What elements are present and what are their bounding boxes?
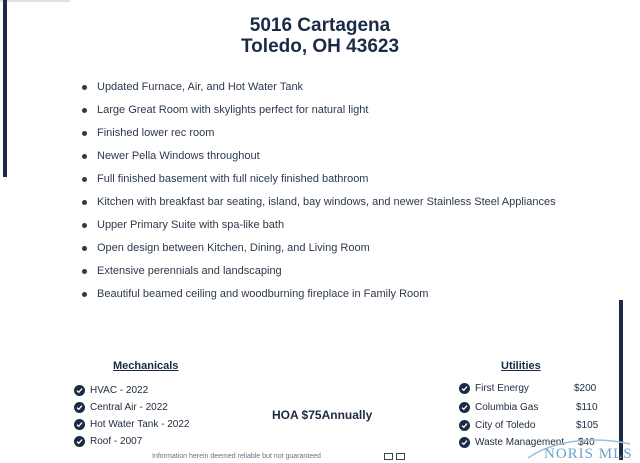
address-street: 5016 Cartagena [249, 15, 391, 36]
utility-amount: $40 [578, 437, 595, 448]
feature-item [80, 103, 556, 126]
feature-item [80, 264, 556, 287]
check-icon [74, 385, 85, 396]
feature-text: Full finished basement with full nicely finished bathroom [97, 173, 369, 185]
feature-text: Large Great Room with skylights perfect for natural light [97, 104, 369, 116]
bullet-icon [82, 200, 87, 205]
feature-text: Upper Primary Suite with spa-like bath [97, 219, 285, 231]
disclaimer-text: Information herein deemed reliable but not guaranteed [152, 453, 321, 460]
utility-item [459, 381, 599, 397]
feature-text: Open design between Kitchen, Dining, and Living Room [97, 242, 370, 254]
feature-text: Extensive perennials and landscaping [97, 265, 282, 277]
check-icon [74, 436, 85, 447]
mechanical-text: HVAC - 2022 [90, 385, 149, 396]
feature-item [80, 195, 556, 218]
bullet-icon [82, 292, 87, 297]
utility-name: Columbia Gas [475, 402, 539, 413]
bullet-icon [82, 108, 87, 113]
feature-item [80, 172, 556, 195]
utility-item [459, 400, 599, 416]
bullet-icon [82, 223, 87, 228]
features-list [80, 80, 556, 310]
utility-item [459, 418, 599, 434]
bullet-icon [82, 131, 87, 136]
check-icon [459, 402, 470, 413]
utility-amount: $105 [576, 420, 599, 431]
feature-text: Finished lower rec room [97, 127, 215, 139]
feature-text: Newer Pella Windows throughout [97, 150, 260, 162]
check-icon [459, 420, 470, 431]
utility-amount: $200 [574, 383, 597, 394]
bullet-icon [82, 246, 87, 251]
feature-text: Kitchen with breakfast bar seating, island, bay windows, and newer Stainless Steel Appliances [97, 196, 556, 208]
realtor-icon [396, 453, 405, 460]
check-icon [459, 437, 470, 448]
mechanical-text: Central Air - 2022 [90, 402, 168, 413]
check-icon [74, 419, 85, 430]
mechanical-text: Hot Water Tank - 2022 [90, 419, 190, 430]
feature-item [80, 80, 556, 103]
feature-item [80, 126, 556, 149]
feature-item [80, 149, 556, 172]
feature-item [80, 287, 556, 310]
bullet-icon [82, 154, 87, 159]
top-divider [0, 0, 70, 2]
utility-name: Waste Management [475, 437, 565, 448]
utility-name: First Energy [475, 383, 529, 394]
feature-text: Updated Furnace, Air, and Hot Water Tank [97, 81, 304, 93]
utility-amount: $110 [576, 402, 598, 413]
equal-housing-icon [384, 453, 393, 460]
mechanicals-title: Mechanicals [113, 360, 179, 372]
feature-item [80, 241, 556, 264]
mechanical-text: Roof - 2007 [90, 436, 143, 447]
bullet-icon [82, 177, 87, 182]
check-icon [74, 402, 85, 413]
feature-item [80, 218, 556, 241]
address-city: Toledo, OH 43623 [240, 36, 400, 57]
bullet-icon [82, 85, 87, 90]
utility-name: City of Toledo [475, 420, 536, 431]
feature-text: Beautiful beamed ceiling and woodburning fireplace in Family Room [97, 288, 429, 300]
bullet-icon [82, 269, 87, 274]
hoa-fee: HOA $75Annually [272, 408, 373, 422]
utilities-title: Utilities [501, 360, 541, 372]
mls-logo-text: NORIS MLS [544, 446, 633, 462]
check-icon [459, 383, 470, 394]
